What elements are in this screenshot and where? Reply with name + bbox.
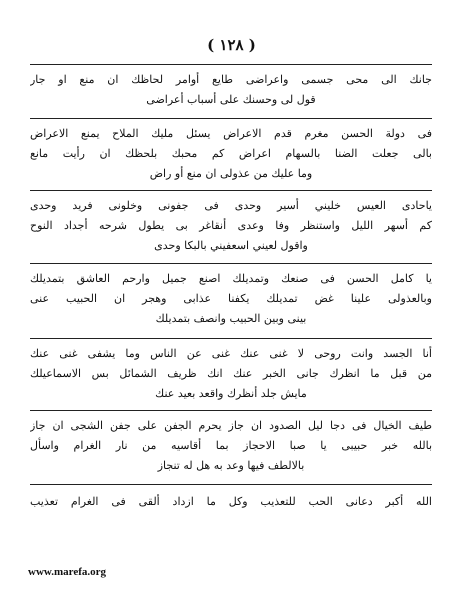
verse-line: واقول لعيني اسعفيني بالبكا وحدى <box>154 239 308 252</box>
stanza-divider <box>30 190 432 191</box>
poem-stanza-1 <box>30 70 432 110</box>
verse-line: بالى جعلت الضنا بالسهام اعراض كم محبك بلحظك ان رأيت مانع <box>30 147 432 160</box>
poem-stanza-2 <box>30 124 432 184</box>
verse-line: بالالطف فيها وعد به هل له تنجاز <box>157 459 305 472</box>
poem-stanza-7 <box>30 492 432 512</box>
verse-line: وما عليك من عذولى ان منع أو راض <box>149 167 313 180</box>
verse-line: جانك الى محى جسمى واعراضى طايع أوامر لحاظك ان منع او جار <box>30 73 432 86</box>
verse-line: وبالعذولى علينا غض تمديلك يكفنا عذابى وهجر ان الحبيب عنى <box>30 292 432 305</box>
verse-line: فى دولة الحسن مغرم قدم الاعراض يسئل مليك الملاح يمنع الاعراض <box>30 127 432 140</box>
verse-line: كم أسهر الليل واستنظر وفا وعدى أنقاغر بى يطول شرحه أجداد النوح <box>30 219 432 232</box>
verse-line: ياحادى العيس خليني أسير وحدى فى جفونى وخلونى فريد وحدى <box>30 199 432 212</box>
verse-line: مايش جلد أنظرك واقعد بعيد عنك <box>155 387 307 400</box>
verse-line: بالله خبر حبيبى يا صبا الاحجاز بما أقاسيه من نار الغرام واسأل <box>30 439 432 452</box>
top-rule <box>30 64 432 65</box>
poem-stanza-5 <box>30 344 432 404</box>
footer-website: www.marefa.org <box>28 566 106 578</box>
verse-line: طيف الخيال فى دجا ليل الصدود ان جاز يحرم الجفن على جفن الشجى ان جاز <box>30 419 432 432</box>
stanza-divider <box>30 410 432 411</box>
verse-line: أنا الجسد وانت روحى لا غنى عنك غنى عن الناس وما يشفى غنى عنك <box>30 347 432 360</box>
page-number: ( ١٢٨ ) <box>207 36 256 54</box>
stanza-divider <box>30 118 432 119</box>
verse-line: الله أكبر دعانى الحب للتعذيب وكل ما ازداد ألقى فى الغرام تعذيب <box>30 495 432 508</box>
poem-stanza-3 <box>30 196 432 256</box>
poem-stanza-6 <box>30 416 432 476</box>
verse-line: يا كامل الحسن فى صنعك وتمديلك اصنع جميل وارحم العاشق بتمديلك <box>30 272 432 285</box>
stanza-divider <box>30 484 432 485</box>
stanza-divider <box>30 263 432 264</box>
verse-line: من قبل ما انظرك جانى الخبر عنك انك ظريف الشمائل بس الاسماعيلك <box>30 367 432 380</box>
stanza-divider <box>30 338 432 339</box>
verse-line: بينى وبين الحبيب وانصف بتمديلك <box>155 312 307 325</box>
poem-stanza-4 <box>30 269 432 329</box>
verse-line: قول لى وحسنك على أسباب أعراضى <box>146 93 316 106</box>
